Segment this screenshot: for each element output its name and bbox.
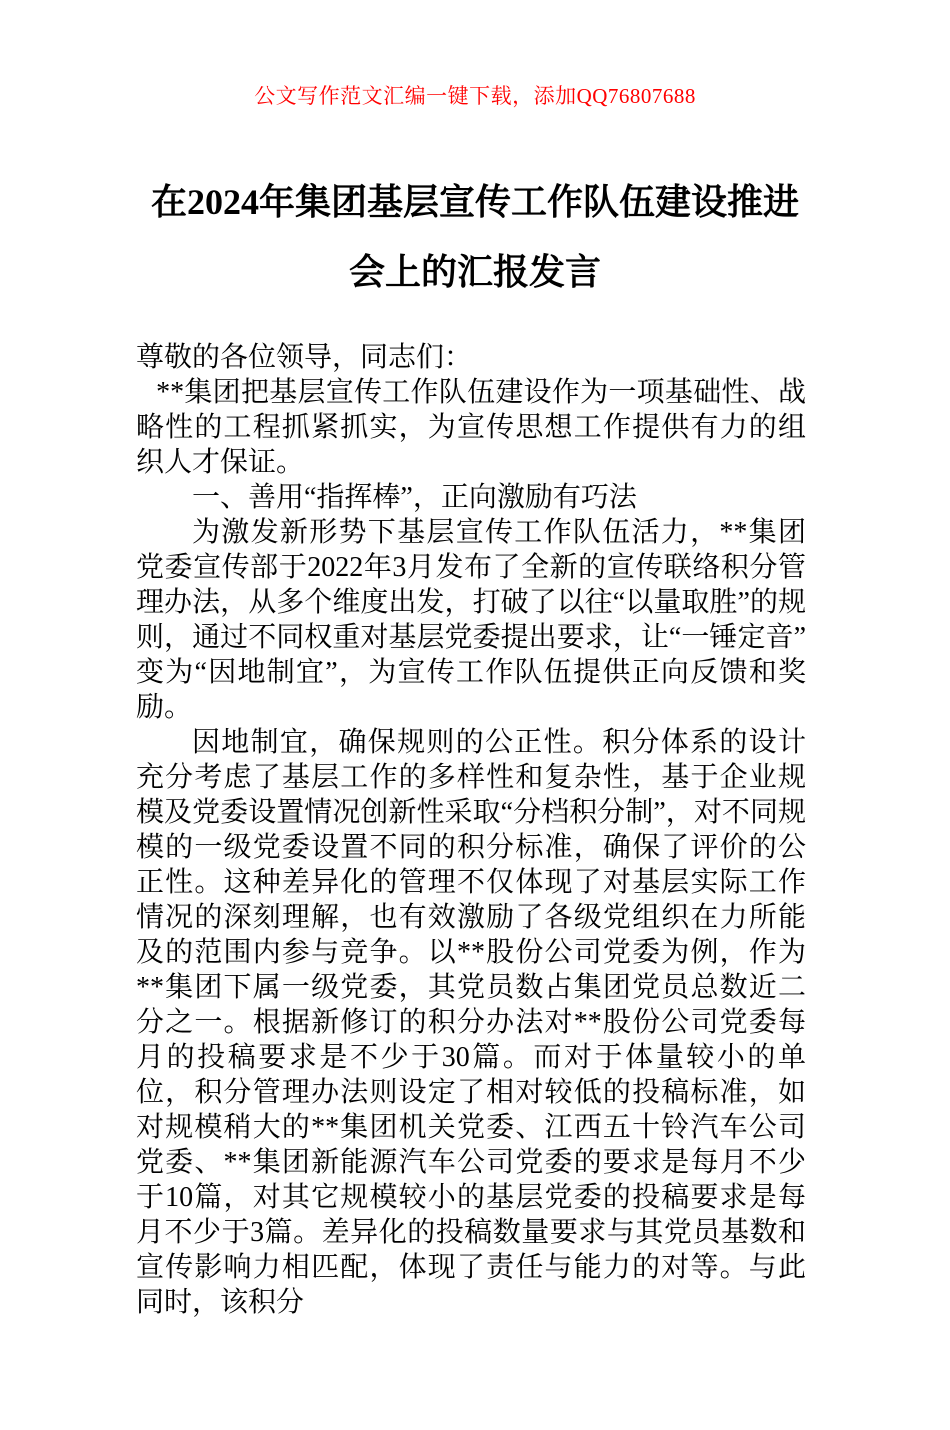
document-title [140,167,810,307]
paragraph-section-1-intro: 为激发新形势下基层宣传工作队伍活力，**集团党委宣传部于2022年3月发布了全新的宣传联络积分管理办法，从多个维度出发，打破了以往“以量取胜”的规则，通过不同权重对基层党委提出要求，让“一锤定音”变为“因地制宜”，为宣传工作队伍提供正向反馈和奖励。 [136,517,806,723]
paragraph-intro: **集团把基层宣传工作队伍建设作为一项基础性、战略性的工程抓紧抓实，为宣传思想工作提供有力的组织人才保证。 [136,377,806,478]
paragraph-section-heading: 一、善用“指挥棒”，正向激励有巧法 [192,482,637,513]
document-body [136,340,806,1320]
document-page [0,86,950,1430]
paragraph-salutation: 尊敬的各位领导，同志们： [136,342,473,373]
document-title-line-1: 在2024年集团基层宣传工作队伍建设推进 [150,182,799,222]
document-title-line-2: 会上的汇报发言 [348,252,601,292]
paragraph-section-1-detail: 因地制宜，确保规则的公正性。积分体系的设计充分考虑了基层工作的多样性和复杂性，基于企业规模及党委设置情况创新性采取“分档积分制”，对不同规模的一级党委设置不同的积分标准，确保了评价的公正性。这种差异化的管理不仅体现了对基层实际工作情况的深刻理解，也有效激励了各级党组织在力所能及的范围内参与竞争。以**股份公司党委为例，作为**集团下属一级党委，其党员数占集团党员总数近二分之一。根据新修订的积分办法对**股份公司党委每月的投稿要求是不少于30篇。而对于体量较小的单位，积分管理办法则设定了相对较低的投稿标准，如对规模稍大的**集团机关党委、江西五十铃汽车公司党委、**集团新能源汽车公司党委的要求是每月不少于10篇，对其它规模较小的基层党委的投稿要求是每月不少于3篇。差异化的投稿数量要求与其党员基数和宣传影响力相匹配，体现了责任与能力的对等。与此同时，该积分 [136,727,806,1318]
promo-banner: 公文写作范文汇编一键下载，添加QQ76807688 [254,84,696,108]
